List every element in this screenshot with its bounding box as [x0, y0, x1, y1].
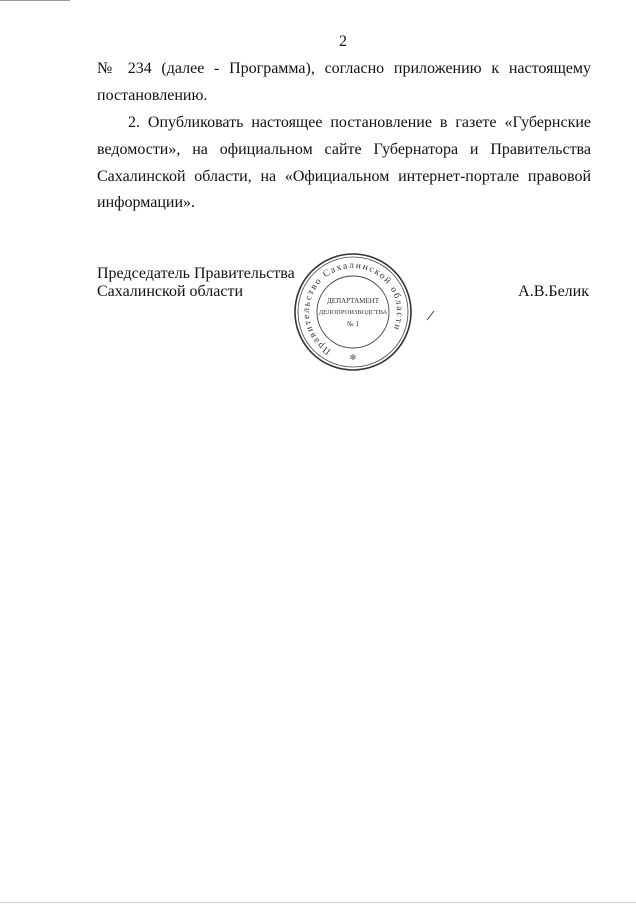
signatory-name: А.В.Белик [518, 283, 589, 300]
seal-center-line-3: № 1 [347, 320, 359, 328]
paragraph-2-line-2: ведомости», на официальном сайте Губернатора и Правительства [97, 141, 591, 158]
scan-bottom-edge [0, 902, 636, 903]
paragraph-2-line-4: информации». [97, 194, 196, 211]
official-seal [292, 251, 414, 373]
page-number: 2 [339, 33, 347, 50]
signatory-title-line-1: Председатель Правительства [97, 265, 295, 282]
seal-star-icon: ✻ [349, 353, 357, 362]
signature-mark [425, 308, 437, 322]
seal-center-line-2: ДЕЛОПРОИЗВОДСТВА [318, 309, 388, 316]
paragraph-1-line-2: постановлению. [97, 87, 208, 104]
seal-ring-text: Правительство Сахалинской области [301, 260, 405, 357]
seal-center-line-1: ДЕПАРТАМЕНТ [327, 297, 379, 305]
signatory-title-line-2: Сахалинской области [97, 283, 244, 300]
paragraph-2-line-3: Сахалинской области, на «Официальном интернет-портале правовой [97, 168, 591, 185]
paragraph-2-line-1: 2. Опубликовать настоящее постановление в газете «Губернские [128, 114, 591, 131]
paragraph-1-line-1: № 234 (далее - Программа), согласно приложению к настоящему [97, 60, 591, 77]
scan-edge [0, 0, 70, 1]
